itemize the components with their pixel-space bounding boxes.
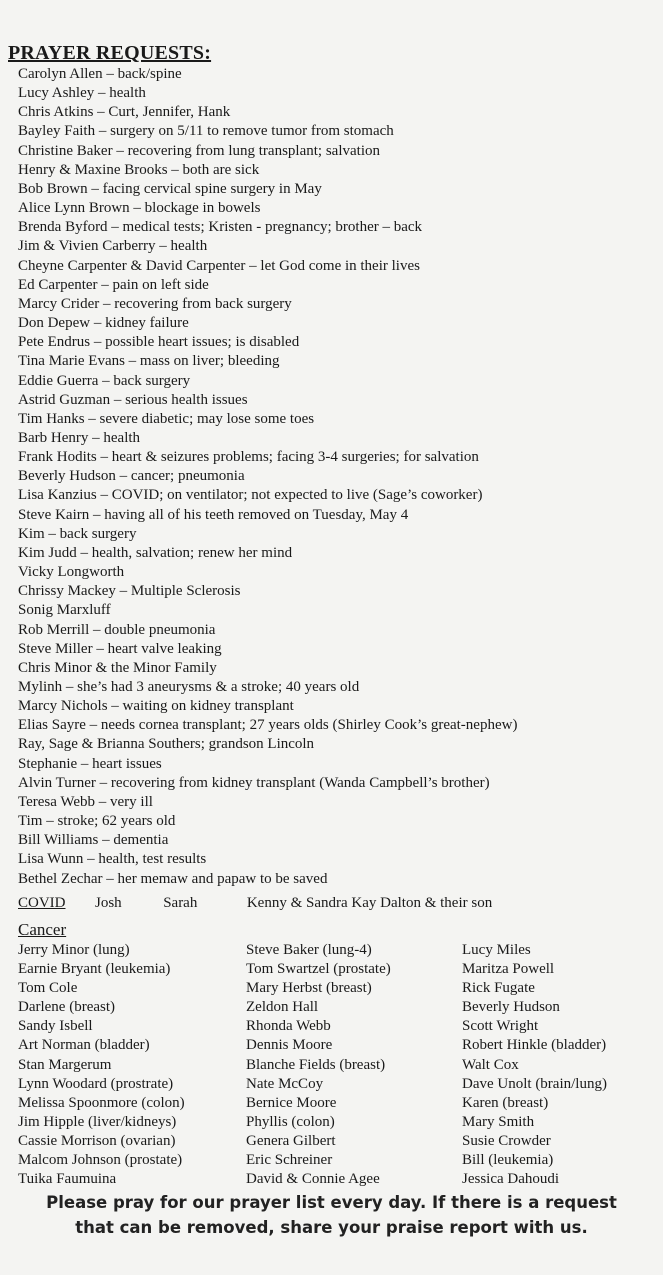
prayer-request-item: Alice Lynn Brown – blockage in bowels	[18, 200, 261, 217]
prayer-request-item: Elias Sayre – needs cornea transplant; 27 years olds (Shirley Cook’s great-nephew)	[18, 717, 518, 734]
cancer-list-item: Melissa Spoonmore (colon)	[18, 1094, 185, 1111]
prayer-request-item: Teresa Webb – very ill	[18, 793, 153, 810]
prayer-request-item: Stephanie – heart issues	[18, 755, 162, 772]
prayer-request-item: Astrid Guzman – serious health issues	[18, 391, 248, 408]
prayer-request-item: Bethel Zechar – her memaw and papaw to be saved	[18, 870, 328, 887]
cancer-list-item: Mary Smith	[462, 1113, 535, 1130]
cancer-list-item: Nate McCoy	[246, 1075, 324, 1092]
cancer-list-item: Stan Margerum	[18, 1056, 112, 1073]
cancer-list-item: Walt Cox	[462, 1056, 519, 1073]
prayer-request-item: Vicky Longworth	[18, 564, 125, 581]
cancer-list-item: Susie Crowder	[462, 1132, 551, 1149]
cancer-column-1	[18, 941, 185, 1189]
cancer-list-item: Mary Herbst (breast)	[246, 980, 372, 997]
cancer-list-item: Eric Schreiner	[246, 1152, 333, 1169]
cancer-list-item: Genera Gilbert	[246, 1132, 336, 1149]
prayer-request-item: Marcy Crider – recovering from back surgery	[18, 295, 292, 312]
page-title: PRAYER REQUESTS:	[8, 42, 212, 64]
cancer-list-item: Cassie Morrison (ovarian)	[18, 1132, 176, 1149]
cancer-list-item: Lucy Miles	[462, 942, 531, 958]
cancer-list-item: Earnie Bryant (leukemia)	[18, 961, 171, 978]
prayer-request-item: Rob Merrill – double pneumonia	[18, 621, 216, 638]
cancer-list-item: Maritza Powell	[462, 961, 555, 978]
prayer-request-item: Steve Miller – heart valve leaking	[18, 640, 222, 657]
cancer-list-item: Rhonda Webb	[246, 1018, 331, 1035]
cancer-list-item: Art Norman (bladder)	[18, 1037, 150, 1054]
cancer-list-item: Phyllis (colon)	[246, 1113, 335, 1130]
cancer-list-item: Robert Hinkle (bladder)	[462, 1037, 607, 1054]
prayer-request-item: Kim – back surgery	[18, 525, 137, 542]
prayer-request-item: Don Depew – kidney failure	[18, 315, 189, 332]
cancer-list-item: Jessica Dahoudi	[462, 1171, 560, 1188]
prayer-request-item: Chrissy Mackey – Multiple Sclerosis	[18, 583, 241, 600]
prayer-request-item: Sonig Marxluff	[18, 602, 111, 619]
footer-line: that can be removed, share your praise report with us.	[75, 1218, 588, 1237]
prayer-request-item: Ray, Sage & Brianna Southers; grandson Lincoln	[18, 736, 315, 753]
prayer-request-item: Chris Minor & the Minor Family	[18, 659, 217, 676]
cancer-list-item: Tom Cole	[18, 980, 78, 997]
prayer-request-item: Tim – stroke; 62 years old	[18, 813, 176, 830]
cancer-list-item: Jim Hipple (liver/kidneys)	[18, 1113, 177, 1130]
cancer-list-item: Lynn Woodard (prostrate)	[18, 1075, 174, 1092]
cancer-list-item: Steve Baker (lung-4)	[246, 942, 372, 958]
cancer-label: Cancer	[18, 920, 67, 939]
covid-name: Sarah	[163, 895, 198, 911]
covid-list	[18, 895, 492, 912]
prayer-request-item: Brenda Byford – medical tests; Kristen - pregnancy; brother – back	[18, 219, 423, 236]
prayer-request-item: Christine Baker – recovering from lung transplant; salvation	[18, 142, 380, 159]
cancer-list-item: Scott Wright	[462, 1018, 539, 1035]
cancer-column-2	[246, 941, 391, 1189]
covid-label: COVID	[18, 895, 66, 911]
prayer-request-item: Chris Atkins – Curt, Jennifer, Hank	[18, 104, 231, 121]
prayer-request-item: Beverly Hudson – cancer; pneumonia	[18, 468, 245, 485]
cancer-list-item: Jerry Minor (lung)	[18, 942, 130, 958]
prayer-request-item: Ed Carpenter – pain on left side	[18, 276, 209, 293]
prayer-request-item: Tina Marie Evans – mass on liver; bleeding	[18, 353, 280, 370]
cancer-list-item: Rick Fugate	[462, 980, 535, 997]
prayer-request-item: Cheyne Carpenter & David Carpenter – let God come in their lives	[18, 257, 420, 274]
prayer-request-item: Jim & Vivien Carberry – health	[18, 238, 208, 255]
prayer-request-item: Alvin Turner – recovering from kidney transplant (Wanda Campbell’s brother)	[18, 774, 490, 791]
prayer-request-item: Frank Hodits – heart & seizures problems; facing 3-4 surgeries; for salvation	[18, 449, 479, 466]
cancer-list-item: Malcom Johnson (prostate)	[18, 1152, 183, 1169]
cancer-list-item: Beverly Hudson	[462, 999, 560, 1016]
prayer-request-item: Bob Brown – facing cervical spine surgery in May	[18, 180, 322, 197]
prayer-request-item: Lisa Wunn – health, test results	[18, 851, 207, 868]
cancer-list-item: Zeldon Hall	[246, 999, 319, 1016]
cancer-list-item: Blanche Fields (breast)	[246, 1056, 386, 1073]
cancer-list-item: Dennis Moore	[246, 1037, 333, 1054]
prayer-request-item: Eddie Guerra – back surgery	[18, 372, 191, 389]
cancer-list-item: Dave Unolt (brain/lung)	[462, 1075, 607, 1092]
prayer-request-item: Barb Henry – health	[18, 429, 141, 446]
prayer-request-item: Kim Judd – health, salvation; renew her mind	[18, 544, 293, 561]
prayer-request-item: Tim Hanks – severe diabetic; may lose some toes	[18, 410, 315, 427]
cancer-list-item: Darlene (breast)	[18, 999, 116, 1016]
cancer-list-item: Bernice Moore	[246, 1094, 337, 1111]
prayer-request-item: Steve Kairn – having all of his teeth removed on Tuesday, May 4	[18, 506, 409, 523]
prayer-request-item: Bill Williams – dementia	[18, 832, 169, 849]
cancer-list-item: Karen (breast)	[462, 1094, 549, 1111]
prayer-request-item: Bayley Faith – surgery on 5/11 to remove tumor from stomach	[18, 123, 394, 140]
prayer-request-item: Carolyn Allen – back/spine	[18, 66, 182, 82]
cancer-list-item: Tom Swartzel (prostate)	[246, 961, 391, 978]
prayer-request-list	[18, 65, 517, 889]
cancer-list-item: Bill (leukemia)	[462, 1152, 554, 1169]
covid-name: Kenny & Sandra Kay Dalton & their son	[246, 895, 493, 911]
cancer-list-item: Tuika Faumuina	[18, 1171, 117, 1188]
prayer-request-item: Mylinh – she’s had 3 aneurysms & a stroke; 40 years old	[18, 679, 360, 695]
prayer-request-item: Lisa Kanzius – COVID; on ventilator; not expected to live (Sage’s coworker)	[18, 487, 483, 504]
prayer-request-item: Pete Endrus – possible heart issues; is disabled	[18, 334, 300, 351]
cancer-list-item: David & Connie Agee	[246, 1171, 380, 1188]
prayer-request-item: Marcy Nichols – waiting on kidney transplant	[18, 698, 294, 715]
cancer-column-3	[462, 941, 607, 1189]
cancer-list-item: Sandy Isbell	[18, 1018, 93, 1035]
prayer-request-item: Henry & Maxine Brooks – both are sick	[18, 161, 260, 178]
covid-name: Josh	[95, 895, 122, 911]
footer-note	[0, 1190, 663, 1240]
prayer-request-item: Lucy Ashley – health	[18, 85, 146, 102]
footer-line: Please pray for our prayer list every day. If there is a request	[46, 1193, 617, 1212]
